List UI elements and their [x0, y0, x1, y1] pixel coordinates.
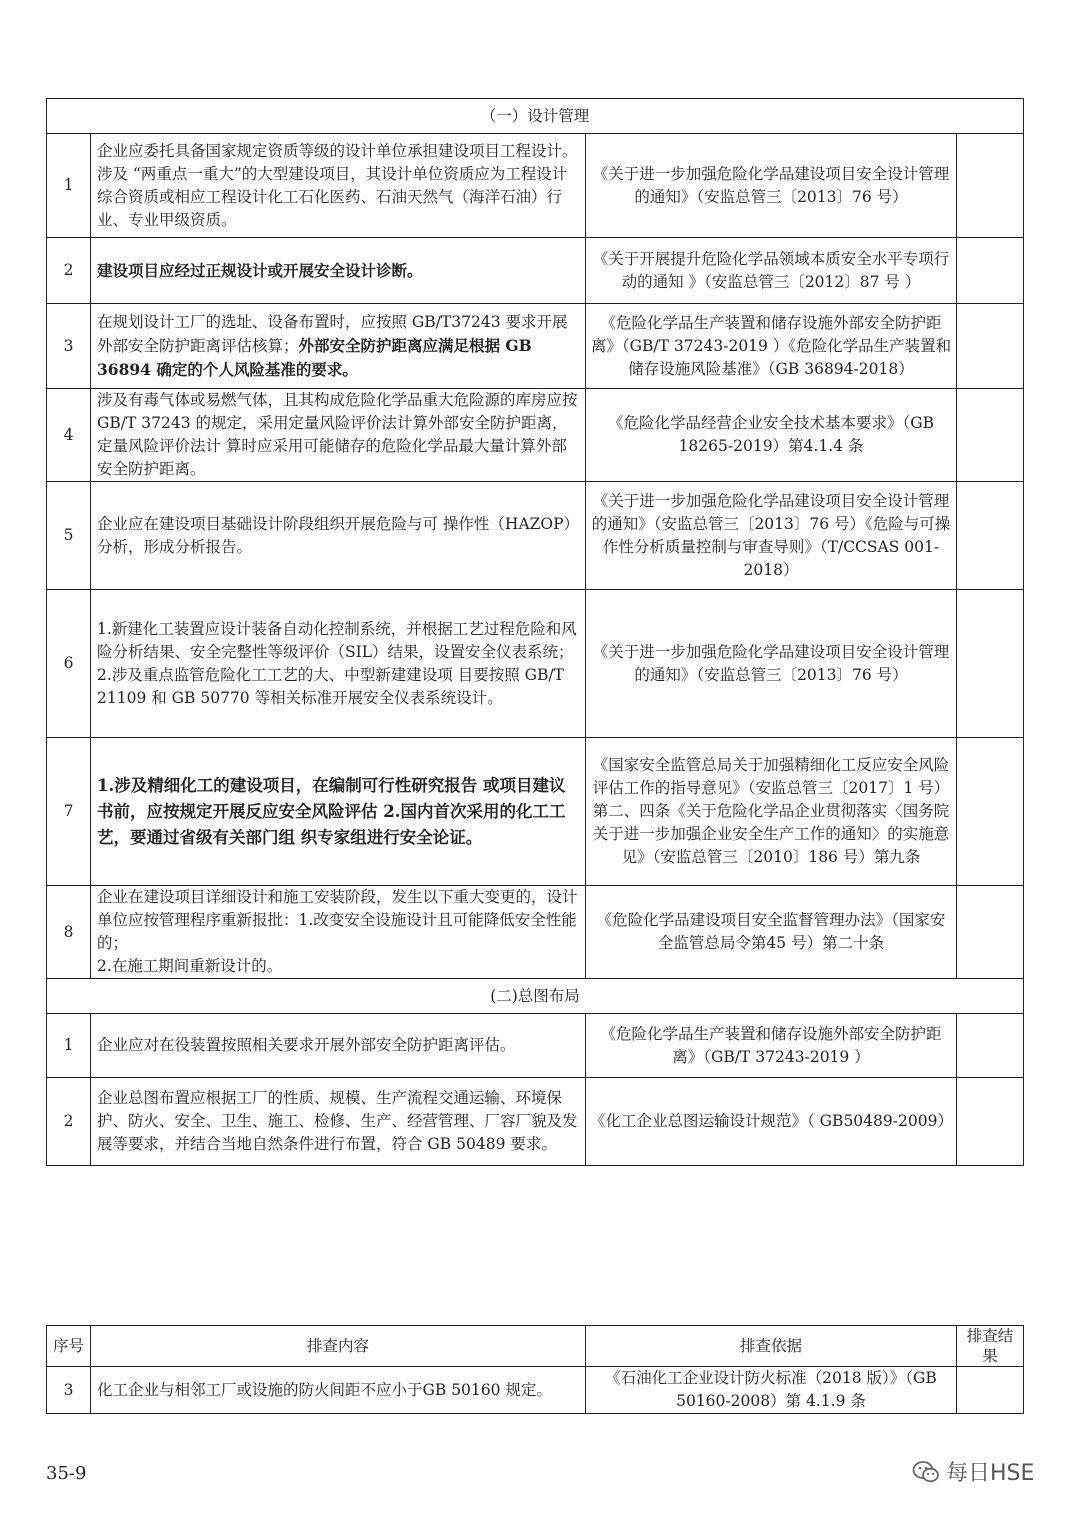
row-content: 建设项目应经过正规设计或开展安全设计诊断。 [91, 238, 586, 304]
row-basis: 《化工企业总图运输设计规范》（ GB50489-2009） [586, 1078, 957, 1166]
row-number: 8 [47, 886, 91, 979]
wechat-icon [912, 1460, 940, 1484]
row-basis: 《石油化工企业设计防火标准（2018 版）》（GB 50160-2008）第 4.1.9 条 [586, 1367, 957, 1414]
section-title: (二)总图布局 [47, 979, 1024, 1014]
table-row [47, 886, 1024, 979]
row-content: 企业应委托具备国家规定资质等级的设计单位承担建设项目工程设计。涉及 “两重点一重大”的大型建设项目，其设计单位资质应为工程设计综合资质或相应工程设计化工石化医药、石油天然气（海洋石油）行业、专业甲级资质。 [91, 134, 586, 238]
table-row [47, 304, 1024, 389]
row-result[interactable] [957, 304, 1024, 389]
row-number: 1 [47, 1014, 91, 1078]
row-number: 2 [47, 1078, 91, 1166]
row-result[interactable] [957, 389, 1024, 482]
main-table [46, 98, 1024, 1166]
table-row [47, 389, 1024, 482]
page-number: 35-9 [46, 1463, 87, 1484]
row-basis: 《危险化学品生产装置和储存设施外部安全防护距离》（GB/T 37243-2019 ）《危险化学品生产装置和储存设施风险基准》（GB 36894-2018） [586, 304, 957, 389]
row-content: 1.新建化工装置应设计装备自动化控制系统，并根据工艺过程危险和风险分析结果、安全完整性等级评价（SIL）结果，设置安全仪表系统； 2.涉及重点监管危险化工工艺的大、中型新建建设项 目要按照 GB/T 21109 和 GB 50770 等相关标准开展安全仪表系统设计。 [91, 590, 586, 738]
row-content: 企业应对在役装置按照相关要求开展外部安全防护距离评估。 [91, 1014, 586, 1078]
section-header [47, 979, 1024, 1014]
watermark [912, 1456, 1034, 1487]
table-row [47, 1367, 1024, 1414]
row-number: 7 [47, 738, 91, 886]
row-basis: 《危险化学品生产装置和储存设施外部安全防护距离》（GB/T 37243-2019 ） [586, 1014, 957, 1078]
row-content: 1.涉及精细化工的建设项目，在编制可行性研究报告 或项目建议书前，应按规定开展反应安全风险评估 2.国内首次采用的化工工艺，要通过省级有关部门组 织专家组进行安全论证。 [91, 738, 586, 886]
section-title: （一）设计管理 [47, 99, 1024, 134]
row-content: 企业应在建设项目基础设计阶段组织开展危险与可 操作性（HAZOP）分析，形成分析报告。 [91, 482, 586, 590]
table-row [47, 482, 1024, 590]
row-result[interactable] [957, 482, 1024, 590]
row-content: 涉及有毒气体或易燃气体，且其构成危险化学品重大危险源的库房应按 GB/T 37243 的规定，采用定量风险评价法计算外部安全防护距离，定量风险评价法计 算时应采用可能储存的危险化学品最大量计算外部安全防护距离。 [91, 389, 586, 482]
row-result[interactable] [957, 1078, 1024, 1166]
row-number: 5 [47, 482, 91, 590]
row-content: 化工企业与相邻工厂或设施的防火间距不应小于GB 50160 规定。 [91, 1367, 586, 1414]
row-number: 1 [47, 134, 91, 238]
header-result: 排查结果 [957, 1326, 1024, 1367]
continuation-table [46, 1325, 1024, 1414]
section-header [47, 99, 1024, 134]
row-number: 4 [47, 389, 91, 482]
row-number: 3 [47, 1367, 91, 1414]
row-basis: 《关于进一步加强危险化学品建设项目安全设计管理的通知》（安监总管三〔2013〕76 号）《危险与可操作性分析质量控制与审查导则》（T/CCSAS 001-2018） [586, 482, 957, 590]
row-basis: 《危险化学品经营企业安全技术基本要求》（GB 18265-2019）第4.1.4 条 [586, 389, 957, 482]
row-content: 企业总图布置应根据工厂的性质、规模、生产流程交通运输、环境保护、防火、安全、卫生、施工、检修、生产、经营管理、厂容厂貌及发展等要求，并结合当地自然条件进行布置，符合 GB 50489 要求。 [91, 1078, 586, 1166]
row-result[interactable] [957, 1014, 1024, 1078]
header-basis: 排查依据 [586, 1326, 957, 1367]
table-row [47, 134, 1024, 238]
row-result[interactable] [957, 738, 1024, 886]
header-row [47, 1326, 1024, 1367]
row-result[interactable] [957, 134, 1024, 238]
row-basis: 《国家安全监管总局关于加强精细化工反应安全风险评估工作的指导意见》（安监总管三〔2017〕1 号）第二、四条《关于危险化学品企业贯彻落实〈国务院关于进一步加强企业安全生产工作的通知〉的实施意见》（安监总管三〔2010〕186 号）第九条 [586, 738, 957, 886]
row-number: 6 [47, 590, 91, 738]
header-content: 排查内容 [91, 1326, 586, 1367]
table-row [47, 1014, 1024, 1078]
row-number: 3 [47, 304, 91, 389]
row-content [91, 304, 586, 389]
table-row [47, 738, 1024, 886]
row-number: 2 [47, 238, 91, 304]
row-basis: 《关于进一步加强危险化学品建设项目安全设计管理的通知》（安监总管三〔2013〕76 号） [586, 590, 957, 738]
row-result[interactable] [957, 1367, 1024, 1414]
row-basis: 《关于进一步加强危险化学品建设项目安全设计管理的通知》（安监总管三〔2013〕76 号） [586, 134, 957, 238]
table-row [47, 238, 1024, 304]
table-row [47, 1078, 1024, 1166]
table-row [47, 590, 1024, 738]
watermark-text: 每日HSE [946, 1461, 1035, 1486]
row-result[interactable] [957, 238, 1024, 304]
row-content: 企业在建设项目详细设计和施工安装阶段，发生以下重大变更的，设计单位应按管理程序重新报批：1.改变安全设施设计且可能降低安全性能的； 2.在施工期间重新设计的。 [91, 886, 586, 979]
header-no: 序号 [47, 1326, 91, 1367]
row-basis: 《关于开展提升危险化学品领域本质安全水平专项行动的通知 》（安监总管三〔2012〕87 号 ） [586, 238, 957, 304]
row-basis: 《危险化学品建设项目安全监督管理办法》（国家安全监管总局令第45 号）第二十条 [586, 886, 957, 979]
content-text: 在规划设计工厂的选址、设备布置时，应按照 GB/T37243 要求开展外部安全防护距离评估核算； [97, 312, 568, 355]
content-text-bold: 外部安全防护距离应满足根据 GB 36894 确定的个人风险基准的要求。 [97, 335, 532, 379]
row-result[interactable] [957, 590, 1024, 738]
row-result[interactable] [957, 886, 1024, 979]
